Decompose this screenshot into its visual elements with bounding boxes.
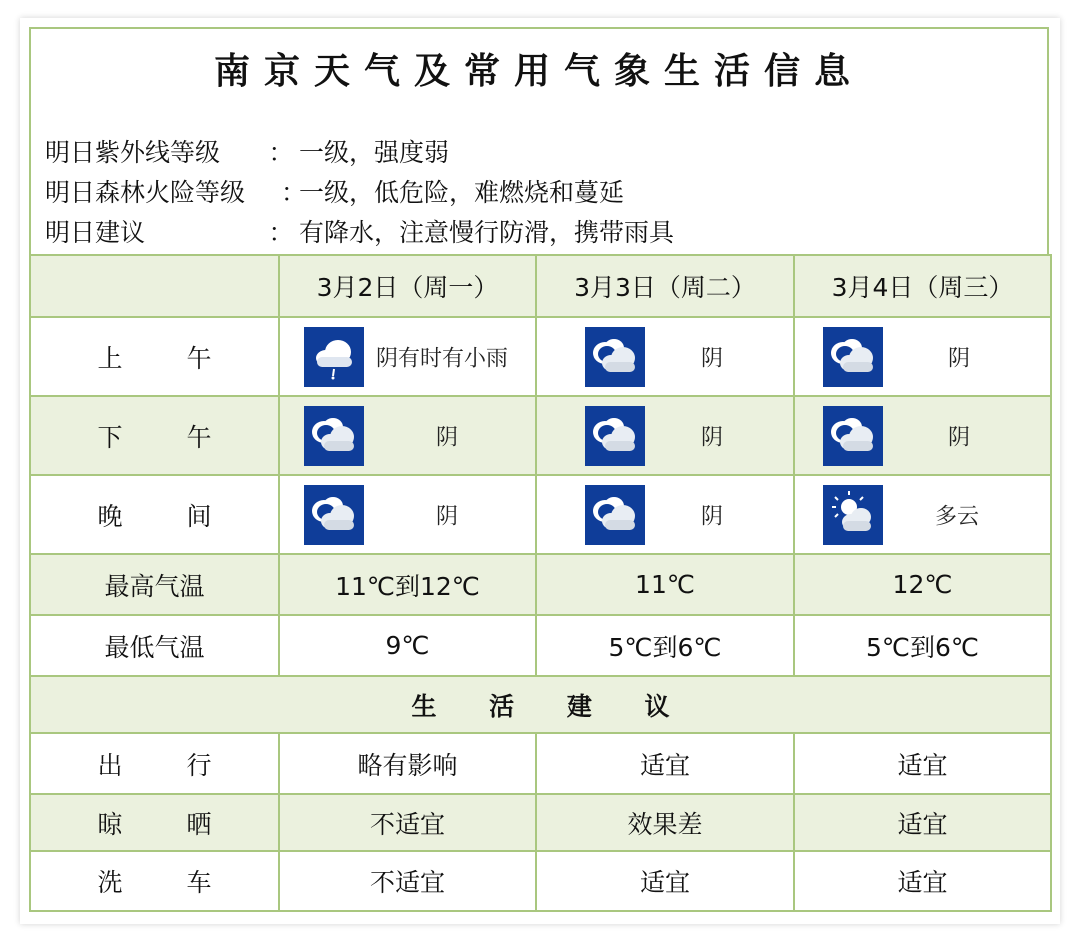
uv-info-row (45, 133, 449, 169)
overcast-cloud-icon (304, 406, 364, 466)
date-header-row (30, 255, 1051, 317)
morning-row (30, 317, 1051, 396)
temp-cell: 11℃ (536, 554, 794, 615)
weather-text: 阴 (701, 425, 724, 450)
row-label-drying: 晾 晒 (30, 794, 279, 851)
weather-cell (794, 475, 1051, 554)
advice-label: 明日建议 (45, 218, 146, 247)
overcast-cloud-icon (823, 327, 883, 387)
weather-text: 阴有时有小雨 (376, 346, 509, 371)
row-label-evening: 晚 间 (30, 475, 279, 554)
weather-table (29, 254, 1052, 912)
life-cell: 不适宜 (279, 851, 536, 911)
rain-cloud-icon (304, 327, 364, 387)
fire-label: 明日森林火险等级 (45, 178, 246, 207)
overcast-cloud-icon (585, 485, 645, 545)
advice-colon: ： (268, 218, 294, 247)
low-temp-row (30, 615, 1051, 676)
weather-text: 阴 (436, 504, 459, 529)
temp-cell: 5℃到6℃ (794, 615, 1051, 676)
temp-cell: 11℃到12℃ (279, 554, 536, 615)
partly-cloudy-icon (823, 485, 883, 545)
weather-text: 阴 (701, 504, 724, 529)
advice-value: 有降水，注意慢行防滑，携带雨具 (299, 218, 675, 247)
uv-colon: ： (268, 138, 294, 167)
life-cell: 适宜 (794, 733, 1051, 794)
weather-cell (794, 396, 1051, 475)
temp-cell: 5℃到6℃ (536, 615, 794, 676)
life-cell: 略有影响 (279, 733, 536, 794)
row-label-travel: 出 行 (30, 733, 279, 794)
fire-colon: ： (281, 178, 307, 207)
life-row-carwash (30, 851, 1051, 911)
life-row-drying (30, 794, 1051, 851)
afternoon-row (30, 396, 1051, 475)
weather-text: 阴 (701, 346, 724, 371)
row-label-carwash: 洗 车 (30, 851, 279, 911)
weather-cell (279, 396, 536, 475)
life-advice-title: 生 活 建 议 (30, 676, 1051, 733)
fire-info-row (45, 173, 624, 209)
evening-row (30, 475, 1051, 554)
overcast-cloud-icon (585, 327, 645, 387)
weather-cell (279, 317, 536, 396)
weather-cell (536, 317, 794, 396)
row-label-afternoon: 下 午 (30, 396, 279, 475)
empty-header-cell (30, 255, 279, 317)
weather-text: 多云 (935, 504, 980, 529)
uv-value: 一级，强度弱 (299, 138, 450, 167)
weather-text: 阴 (948, 425, 971, 450)
fire-value: 一级，低危险，难燃烧和蔓延 (299, 178, 625, 207)
day-header: 3月3日（周二） (536, 255, 794, 317)
weather-text: 阴 (436, 425, 459, 450)
life-cell: 适宜 (794, 794, 1051, 851)
advice-info-row (45, 213, 674, 249)
overcast-cloud-icon (585, 406, 645, 466)
life-cell: 适宜 (536, 851, 794, 911)
high-temp-row (30, 554, 1051, 615)
page-title: 南京天气及常用气象生活信息 (213, 51, 864, 92)
life-row-travel (30, 733, 1051, 794)
life-cell: 适宜 (794, 851, 1051, 911)
day-header: 3月2日（周一） (279, 255, 536, 317)
weather-cell (279, 475, 536, 554)
life-cell: 不适宜 (279, 794, 536, 851)
life-cell: 效果差 (536, 794, 794, 851)
overcast-cloud-icon (304, 485, 364, 545)
temp-cell: 9℃ (279, 615, 536, 676)
temp-cell: 12℃ (794, 554, 1051, 615)
life-cell: 适宜 (536, 733, 794, 794)
row-label-morning: 上 午 (30, 317, 279, 396)
weather-cell (536, 475, 794, 554)
row-label-low: 最低气温 (30, 615, 279, 676)
row-label-high: 最高气温 (30, 554, 279, 615)
uv-label: 明日紫外线等级 (45, 138, 221, 167)
weather-text: 阴 (948, 346, 971, 371)
weather-cell (536, 396, 794, 475)
weather-cell (794, 317, 1051, 396)
day-header: 3月4日（周三） (794, 255, 1051, 317)
life-advice-header-row (30, 676, 1051, 733)
overcast-cloud-icon (823, 406, 883, 466)
